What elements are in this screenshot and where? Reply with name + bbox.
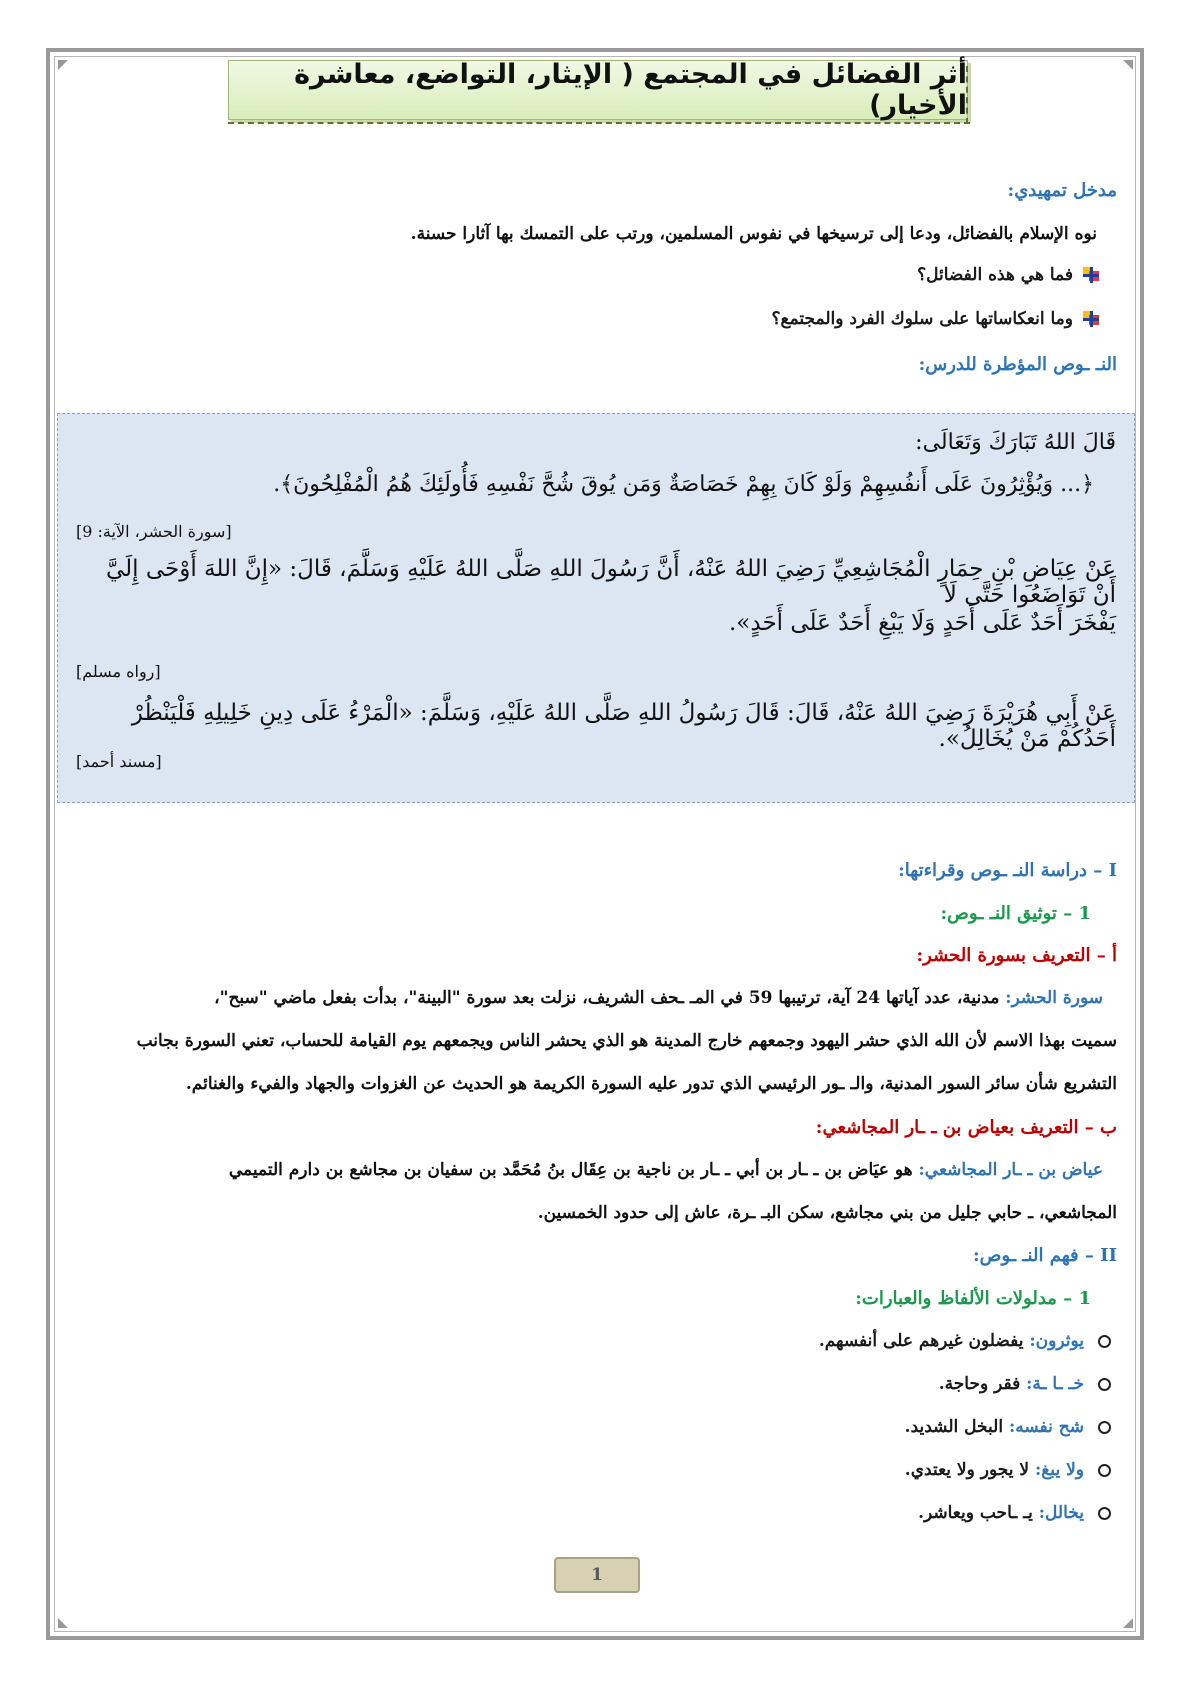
intro-question: [772, 309, 1099, 329]
bullet-icon: [1083, 267, 1099, 283]
question-text: فما هي هذه الفضائل؟: [917, 265, 1073, 285]
quran-verse: ﴿... وَيُؤْثِرُونَ عَلَى أَنفُسِهِمْ وَلَوْ كَانَ بِهِمْ خَصَاصَةٌ وَمَن يُوقَ شُحَّ نَفْسِهِ فَأُولَئِكَ هُمُ الْمُفْلِحُونَ﴾.: [273, 472, 1094, 497]
section1-heading: I – دراسة النـ ـوص وقراءتها:: [898, 860, 1117, 881]
hadith-text: يَفْخَرَ أَحَدٌ عَلَى أَحَدٍ وَلَا يَبْغِ أَحَدٌ عَلَى أَحَدٍ».: [729, 610, 1116, 636]
surah-desc-line: التشريع شأن سائر السور المدنية، والـ ـور الرئيسي الذي تدور عليه السورة الكريمة هو الحديث عن الغزوات والجهاد والفيء والغنائم.: [185, 1074, 1117, 1094]
companion-desc-line: المجاشعي، ـ حابي جليل من بني مجاشع، سكن البـ ـرة، عاش إلى حدود الخمسين.: [537, 1203, 1117, 1223]
intro-question: [917, 265, 1099, 285]
quote-reference: [سورة الحشر، الآية: 9]: [76, 522, 232, 541]
section2-sub1: 1 – مدلولات الألفاظ والعبارات:: [855, 1288, 1091, 1309]
section2-heading: II – فهم النـ ـوص:: [973, 1245, 1117, 1266]
vocab-item: [819, 1331, 1111, 1351]
companion-term: عياض بن ـ ـار المجاشعي:: [918, 1160, 1103, 1180]
vocab-term: يخالل:: [1038, 1503, 1084, 1523]
surah-desc-text: مدنية، عدد آياتها 24 آية، ترتيبها 59 في المـ ـحف الشريف، نزلت بعد سورة "البينة"، بدأت بفعل ماضي "سبح"،: [214, 988, 1000, 1008]
vocab-term: خـ ـا ـة:: [1026, 1374, 1084, 1394]
vocab-term: شح نفسه:: [1008, 1417, 1084, 1437]
quote-reference: [مسند أحمد]: [76, 752, 162, 771]
bullet-icon: [1083, 311, 1099, 327]
intro-heading: مدخل تمهيدي:: [1007, 180, 1117, 201]
corner-ornament: [1123, 60, 1133, 70]
quote-reference: [رواه مسلم]: [76, 662, 161, 681]
companion-heading: ب – التعريف بعياض بن ـ ـار المجاشعي:: [815, 1117, 1117, 1138]
corner-ornament: [58, 60, 68, 70]
vocab-definition: لا يجور ولا يعتدي.: [904, 1460, 1030, 1480]
page-border-inner: [54, 56, 1136, 1632]
page-title-text: أثر الفضائل في المجتمع ( الإيثار، التواضع، معاشرة الأخيار): [294, 59, 967, 121]
texts-heading: النـ ـوص المؤطرة للدرس:: [918, 354, 1117, 375]
title-side-line: [966, 66, 968, 124]
vocab-item: [905, 1460, 1111, 1480]
vocab-item: [939, 1374, 1111, 1394]
vocab-definition: البخل الشديد.: [904, 1417, 1004, 1437]
surah-term: سورة الحشر:: [1005, 988, 1103, 1008]
circle-bullet-icon: [1098, 1421, 1111, 1434]
page-title: [228, 60, 968, 120]
vocab-definition: يفضلون غيرهم على أنفسهم.: [818, 1331, 1024, 1351]
hadith-text: عَنْ عِيَاضِ بْنِ حِمَارٍ الْمُجَاشِعِيِّ رَضِيَ اللهُ عَنْهُ، أَنَّ رَسُولَ اللهِ صَلَّى اللهُ عَلَيْهِ وَسَلَّمَ، قَالَ: «إِنَّ اللهَ أَوْحَى إِلَيَّ أَنْ تَوَاضَعُوا حَتَّى لَا: [105, 556, 1116, 608]
hadith-text: عَنْ أَبِي هُرَيْرَةَ رَضِيَ اللهُ عَنْهُ، قَالَ: قَالَ رَسُولُ اللهِ صَلَّى اللهُ عَلَيْهِ، وَسَلَّمَ: «الْمَرْءُ عَلَى دِينِ خَلِيلِهِ فَلْيَنْظُرْ أَحَدُكُمْ مَنْ يُخَالِلُ».: [131, 700, 1116, 752]
quote-box: [57, 413, 1135, 803]
question-text: وما انعكاساتها على سلوك الفرد والمجتمع؟: [771, 309, 1073, 329]
surah-desc-line: [214, 988, 1103, 1008]
surah-heading: أ – التعريف بسورة الحشر:: [916, 945, 1117, 966]
circle-bullet-icon: [1098, 1464, 1111, 1477]
circle-bullet-icon: [1098, 1378, 1111, 1391]
section1-sub1: 1 – توثيق النـ ـوص:: [940, 903, 1091, 924]
title-underline: [228, 122, 970, 124]
vocab-term: ولا يبغ:: [1034, 1460, 1084, 1480]
quote-intro: قَالَ اللهُ تَبَارَكَ وَتَعَالَى:: [915, 430, 1116, 455]
corner-ornament: [1123, 1618, 1133, 1628]
vocab-definition: يـ ـاحب ويعاشر.: [918, 1503, 1033, 1523]
circle-bullet-icon: [1098, 1507, 1111, 1520]
vocab-item: [918, 1503, 1111, 1523]
vocab-definition: فقر وحاجة.: [938, 1374, 1021, 1394]
companion-desc-text: هو عيَاض بن ـ ـار بن أبي ـ ـار بن ناجية بن عِقَال بنُ مُحَمَّد بن سفيان بن مجاشع بن دارم التميمي: [228, 1160, 913, 1180]
circle-bullet-icon: [1098, 1335, 1111, 1348]
corner-ornament: [58, 1618, 68, 1628]
page-number: 1: [554, 1557, 640, 1593]
intro-text: نوه الإسلام بالفضائل، ودعا إلى ترسيخها في نفوس المسلمين، ورتب على التمسك بها آثارا حسنة.: [410, 224, 1097, 244]
companion-desc-line: [229, 1160, 1103, 1180]
vocab-term: يوثرون:: [1029, 1331, 1084, 1351]
vocab-item: [905, 1417, 1111, 1437]
surah-desc-line: سميت بهذا الاسم لأن الله الذي حشر اليهود وجمعهم خارج المدينة هو الذي يحشر الناس ويجمعهم يوم القيامة للحساب، تعني السورة بجانب: [136, 1031, 1117, 1051]
